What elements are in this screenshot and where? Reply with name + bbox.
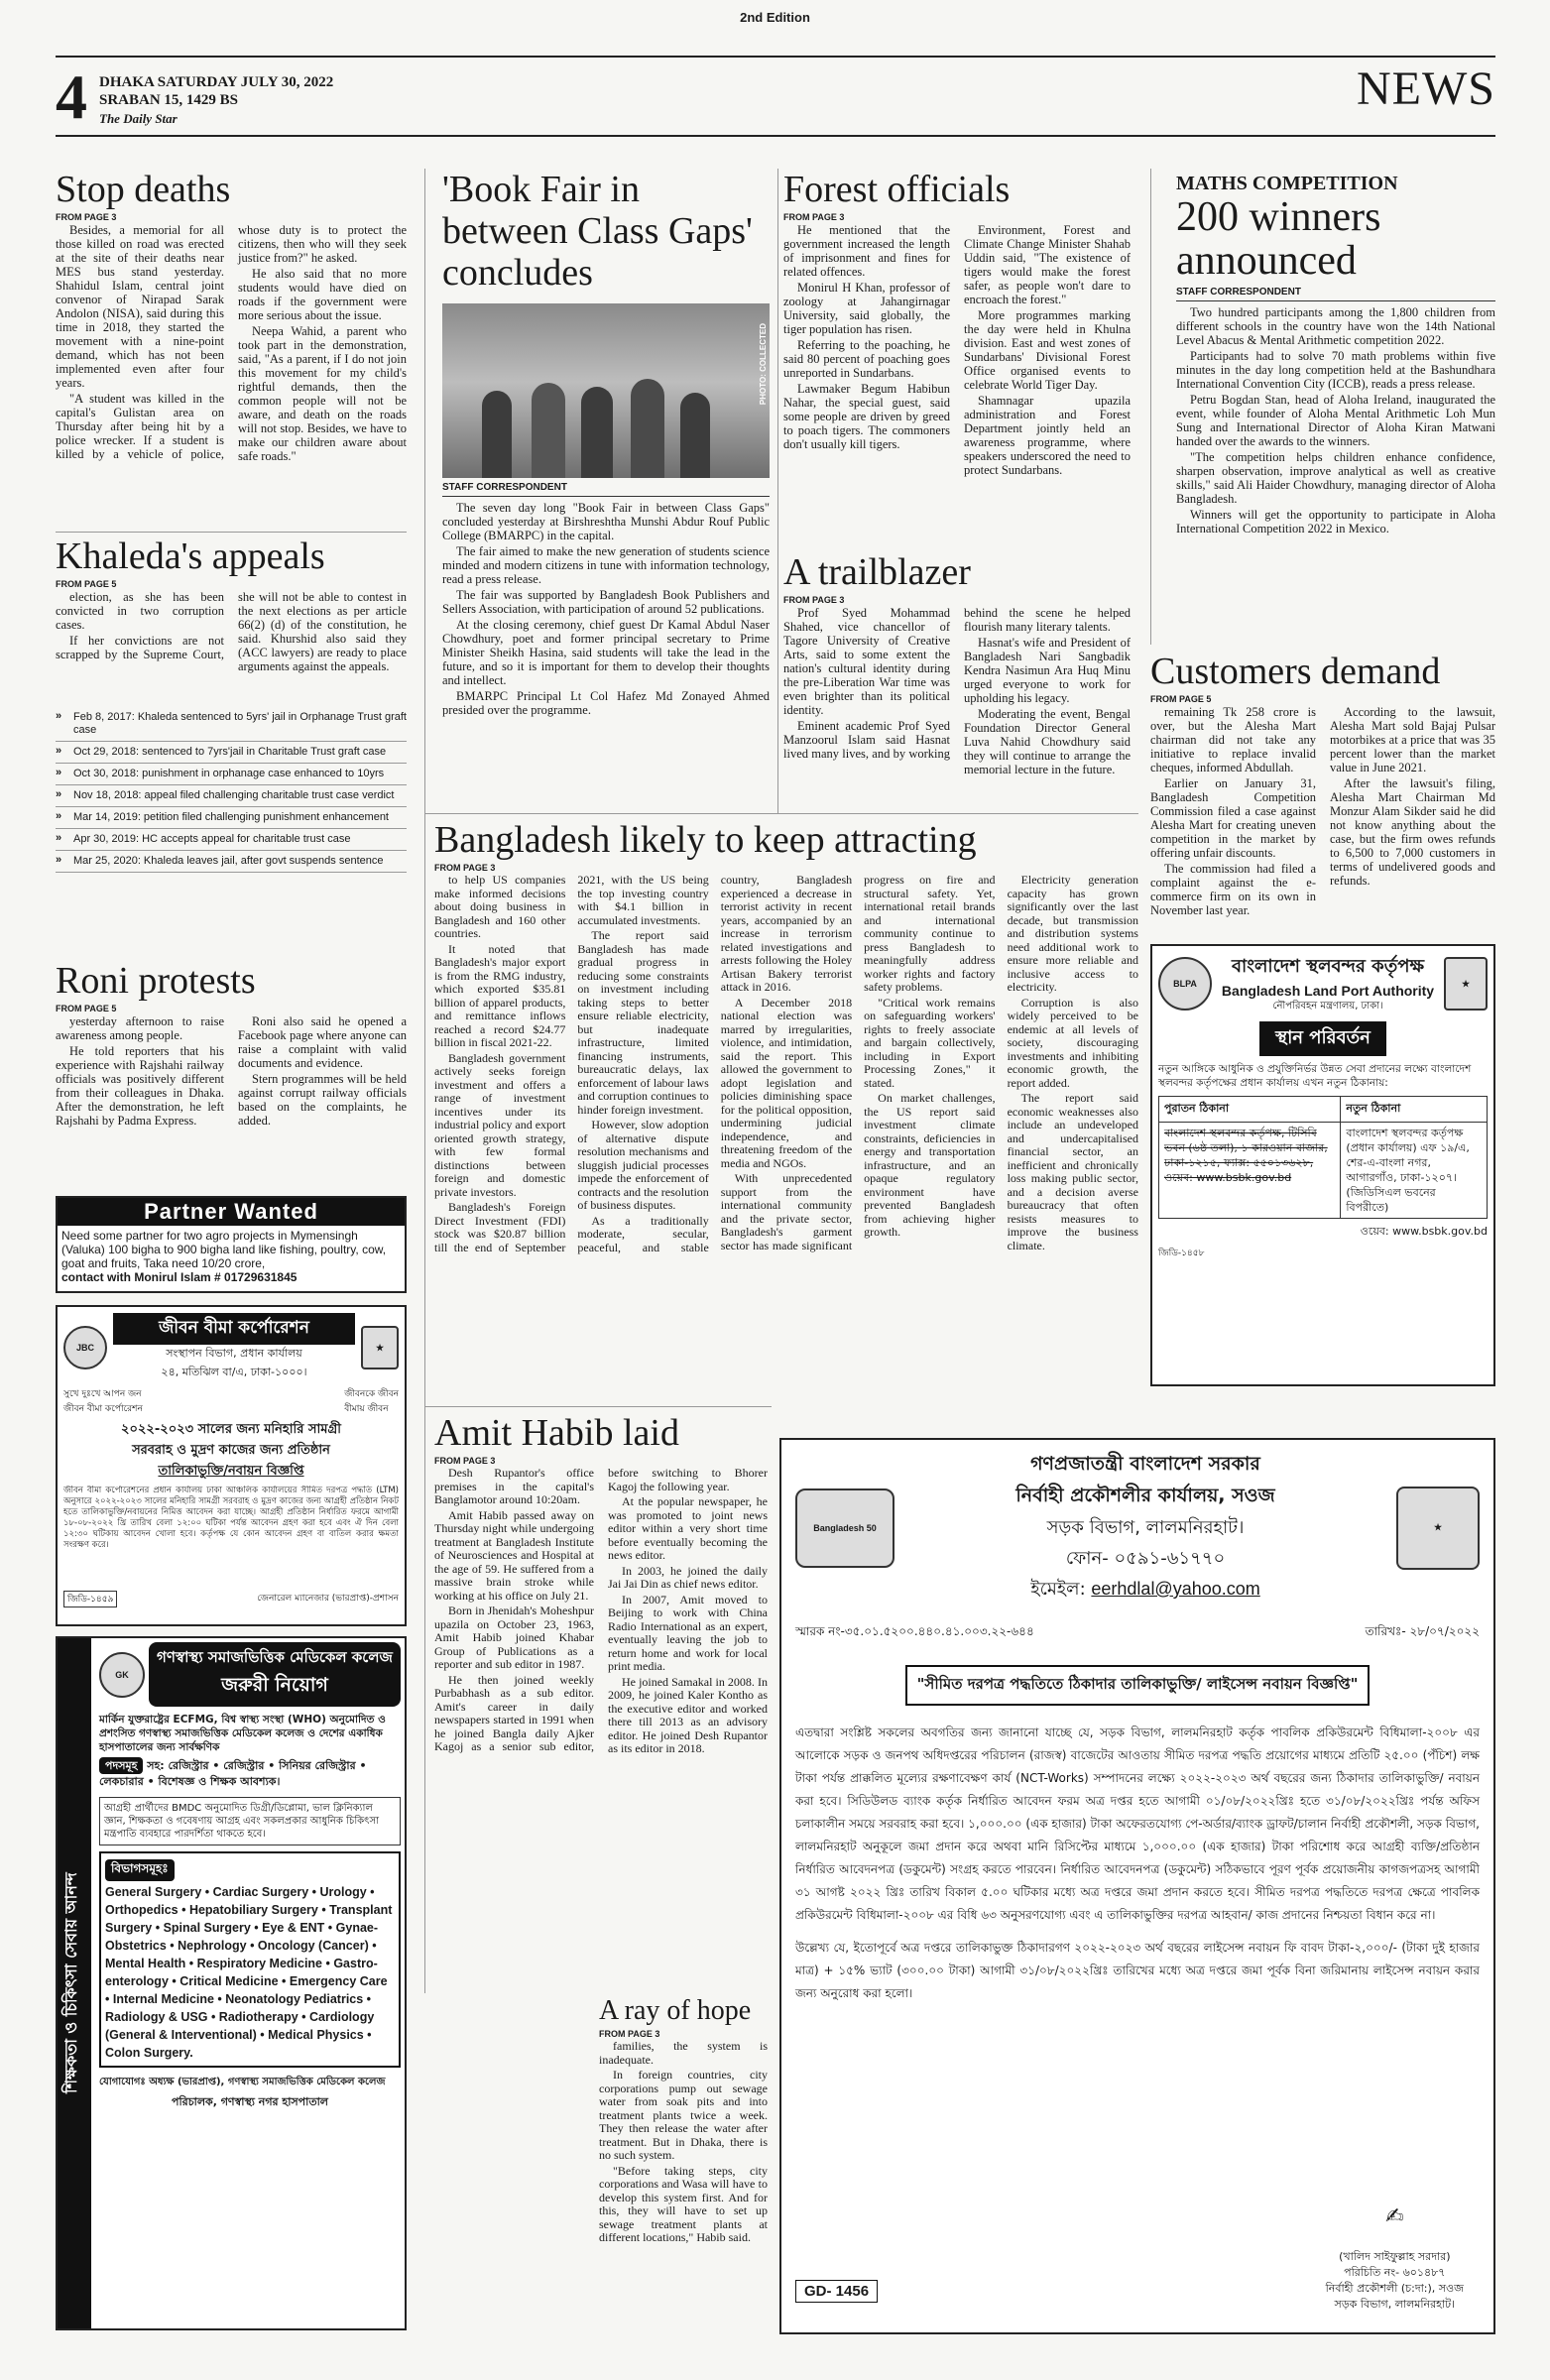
stop-deaths-article <box>56 169 407 570</box>
date-line: DHAKA SATURDAY JULY 30, 2022 <box>99 74 334 90</box>
book-fair-article <box>442 169 770 719</box>
paragraph: families, the system is inadequate. <box>599 2039 768 2067</box>
paragraph: Besides, a memorial for all those killed on road was erected at the site of their deaths near MES bus stand yesterday. Shahidul Islam, central joint convenor of Nirapad Sarak Andolon (NISA), said during this time in 2018, they started the movement with a nine-point demand, which has not been implemented even after four years. <box>56 223 224 390</box>
paragraph: yesterday afternoon to raise awareness among people. <box>56 1014 224 1042</box>
paragraph: "Critical work remains on safeguarding workers' rights to freely associate and bargain collectively, including in Export Processing Zones," it stated. <box>864 995 996 1090</box>
signature-block <box>1325 2204 1464 2313</box>
headline: A ray of hope <box>599 1995 752 2026</box>
headline: 'Book Fair in between Class Gaps' concludes <box>442 169 753 294</box>
from-page: FROM PAGE 3 <box>434 1456 496 1466</box>
roads-division-tender-ad <box>779 1438 1495 2334</box>
org-bn: বাংলাদেশ স্থলবন্দর কর্তৃপক্ষ <box>1231 956 1425 977</box>
paragraph: Stern programmes will be held against corrupt railway officials based on the complaints, he added. <box>238 1072 407 1128</box>
paragraph: The commission had filed a complaint against the e-commerce firm on its own in November last year. <box>1150 862 1316 917</box>
bangla-date: SRABAN 15, 1429 BS <box>99 92 239 108</box>
posts: সহ: রেজিস্ট্রার • রেজিস্ট্রার • সিনিয়র রেজিস্ট্রার • লেকচারার • বিশেষজ্ঞ ও শিক্ষক আবশ্যক। <box>99 1759 367 1788</box>
paragraph: After the lawsuit's filing, Alesha Mart Chairman Md Monzur Alam Sikder said he did not know anything about the case, but the firm owes refunds to 6,500 to 7,000 customers in terms of undelivered goods and refunds. <box>1330 776 1495 888</box>
memo-date: তারিখঃ- ২৮/০৭/২০২২ <box>1365 1624 1480 1638</box>
article-body <box>434 874 1138 1397</box>
article-body <box>434 1467 768 2000</box>
paragraph: More programmes marking the day were held in Khulna division. East and west zones of Sundarbans' Divisional Forest Office organised events to celebrate World Tiger Day. <box>964 308 1131 392</box>
departments-label: বিভাগসমূহঃ <box>105 1859 175 1881</box>
paragraph: In 2003, he joined the daily Jai Jai Din as chief news editor. <box>608 1563 768 1591</box>
customers-demand-article <box>1150 651 1495 971</box>
paragraph: remaining Tk 258 crore is over, but the Alesha Mart chairman did not take any initiative to replace invalid cheques, informed Abdullah. <box>1150 705 1316 774</box>
article-body <box>1150 705 1495 971</box>
memo-number: স্মারক নং-৩৫.০১.৫২০০.৪৪০.৪১.০০৩.২২-৬৪৪ <box>795 1624 1034 1638</box>
paragraph: The fair aimed to make the new generation of students science minded and modern citizens in tune with information technology, read a press release. <box>442 544 770 586</box>
gd-number: GD- 1456 <box>795 2280 878 2303</box>
paragraph: If her convictions are not scrapped by the Supreme Court, she will not be able to contest in the next elections as per article 66(2) (d) of the constitution, he said. Khurshid also said they (ACC lawyers) are ready to place arguments against the appeals. <box>56 590 407 673</box>
ad-body-2: উল্লেখ্য যে, ইতোপূর্বে অত্র দপ্তরে তালিকাভুক্ত ঠিকাদারগণ ২০২২-২০২৩ অর্থ বছরের লাইসেন্স নবায়ন ফি বাবদ টাকা-২,০০০/- (টাকা দুই হাজার মাত্র) + ১৫% ভ্যাট (৩০০.০০ টাকা) আগামী ৩১/০৮/২০২২খ্রিঃ তারিখের মধ্যে অত্র দপ্তরে জমা পূর্বক বিনা জরিমানায় লাইসেন্স নবায়ন করার জন্য অনুরোধ করা হলো। <box>795 1941 1480 2000</box>
timeline-item: » Mar 14, 2019: petition filed challenging punishment enhancement <box>56 807 407 829</box>
double-chevron-icon: » <box>56 854 62 866</box>
college-logo-icon: GK <box>99 1652 145 1698</box>
signer: (খালিদ সাইফুল্লাহ সরদার) <box>1339 2250 1451 2263</box>
article-body <box>56 223 407 570</box>
timeline-item: » Nov 18, 2018: appeal filed challenging charitable trust case verdict <box>56 785 407 807</box>
signer-title: নির্বাহী প্রকৌশলী (চ:দা:), সওজ <box>1325 2282 1464 2295</box>
ad-title-2: জরুরী নিয়োগ <box>221 1674 328 1696</box>
paragraph: Two hundred participants among the 1,800 children from different schools in the country have won the 14th National Level Abacus & Mental Arithmetic competition 2022. <box>1176 305 1495 347</box>
division: সড়ক বিভাগ, লালমনিরহাট। <box>1046 1517 1245 1538</box>
land-port-authority-ad <box>1150 944 1495 1386</box>
headline: A trailblazer <box>783 551 971 593</box>
paragraph: The report said Bangladesh has made gradual progress in reducing some constraints on investment including taking steps to better ensure reliable electricity, but inadequate infrastructure, limited financing instruments, bureaucratic delays, lax enforcement of labour laws and corruption continues to hinder foreign investment. <box>577 928 709 1117</box>
photo-credit: PHOTO: COLLECTED <box>759 323 768 406</box>
ad-title-3: তালিকাভুক্তি/নবায়ন বিজ্ঞপ্তি <box>158 1464 304 1479</box>
paragraph: Eminent academic Prof Syed Manzoorul Islam said Hasnat lived many lives, and by working behind the scene he helped flourish many literary talents. <box>783 606 1131 761</box>
paragraph: "A student was killed in the capital's Gulistan area on Thursday after being hit by a police wrecker. If a student is killed by a vehicle of police, whose duty is to protect the citizens, then who will they seek justice from?" he asked. <box>56 223 407 461</box>
paragraph: Referring to the poaching, he said 80 percent of poaching goes unreported in Sundarbans. <box>783 338 950 380</box>
double-chevron-icon: » <box>56 832 62 844</box>
from-page: FROM PAGE 5 <box>1150 694 1212 704</box>
paragraph: Bangladesh's Foreign Direct Investment (FDI) stock was $20.87 billion till the end of September 2021, with the US being the top investing country with $4.1 billion in accumulated investments. <box>434 874 709 1254</box>
port-logo-icon: BLPA <box>1158 957 1212 1011</box>
top-rule <box>56 56 1495 58</box>
ad-title-1: গণস্বাস্থ্য সমাজভিত্তিক মেডিকেল কলেজ <box>157 1648 393 1666</box>
paragraph: Prof Syed Mohammad Shahed, vice chancellor of Tagore University of Creative Arts, said to some extent the nation's cultural identity during the pre-Liberation War time was even brighter than its political identity. <box>783 606 950 717</box>
roni-article <box>56 960 407 1175</box>
page-number: 4 <box>56 61 87 132</box>
paragraph: He mentioned that the government increased the length of imprisonment and fines for related offences. <box>783 223 950 279</box>
double-chevron-icon: » <box>56 710 62 722</box>
ad-header <box>63 1313 399 1382</box>
article-body <box>1176 305 1495 536</box>
dept: সংস্থাপন বিভাগ, প্রধান কার্যালয় <box>166 1347 302 1360</box>
timeline <box>56 707 407 873</box>
email: eerhdlal@yahoo.com <box>1091 1579 1260 1599</box>
from-page: FROM PAGE 3 <box>56 212 117 222</box>
paragraph: With unprecedented support from the international community and the private sector, Bangladesh's garment sector has made significant progress on fire and structural safety. Yet, international retail brands and international community continue to press Bangladesh to meaningfully address worker rights and factory safety problems. <box>720 874 996 1252</box>
headline: Bangladesh likely to keep attracting <box>434 819 977 861</box>
masthead-rule <box>56 135 1495 137</box>
ministry: নৌপরিবহন মন্ত্রণালয়, ঢাকা। <box>1272 1001 1383 1012</box>
departments: General Surgery • Cardiac Surgery • Urology • Orthopedics • Hepatobiliary Surgery • Transplant Surgery • Spinal Surgery • Eye & ENT • Gynae-Obstetrics • Nephrology • Oncology (Cancer) • Mental Health • Respiratory Medicine • Gastro-enterology • Critical Medicine • Emergency Care • Internal Medicine • Neonatology Pediatrics • Radiology & USG • Radiotherapy • Cardiology (General & Interventional) • Medical Physics • Colon Surgery. <box>105 1885 393 2060</box>
portrait-icon: ★ <box>1396 1487 1480 1570</box>
paragraph: According to the lawsuit, Alesha Mart sold Bajaj Pulsar motorbikes at a price that was 35 percent lower than the market value in June 2021. <box>1330 705 1495 774</box>
timeline-item: » Apr 30, 2019: HC accepts appeal for charitable trust case <box>56 829 407 851</box>
headline: Amit Habib laid <box>434 1412 679 1454</box>
paragraph: It noted that Bangladesh's major export is from the RMG industry, which exported $35.81 billion of apparel products, and remittance inflows reached a record $24.77 billion in fiscal 2021-22. <box>434 941 566 1049</box>
paragraph: Moderating the event, Bengal Foundation Director General Luva Nahid Chowdhury said they will continue to arrange the memorial lecture in the future. <box>964 707 1131 776</box>
portrait-icon: ★ <box>361 1326 399 1369</box>
column-divider <box>777 169 778 813</box>
paragraph: A December 2018 national election was marred by irregularities, violence, and intimidation, said the report. This allowed the government to adopt legislation and policies diminishing space for the political opposition, undermining judicial independence, and threatening freedom of the media and NGOs. <box>720 995 853 1170</box>
signature: জেনারেল ম্যানেজার (ভারপ্রাপ্ত)-প্রশাসন <box>257 1594 399 1604</box>
posts-label: পদসমূহ <box>99 1757 143 1774</box>
signer-id: পরিচিতি নং- ৬০১৪৮৭ <box>1344 2266 1446 2279</box>
paragraph: As a traditionally moderate, secular, peaceful, and stable country, Bangladesh experienced a decrease in terrorist activity in recent years, accompanied by an increase in terrorism related investigations and arrests following the Holey Artisan Bakery terrorist attack in 2016. <box>577 874 853 1254</box>
edition-label: 2nd Edition <box>740 10 810 25</box>
paragraph: Hasnat's wife and President of Bangladesh Nari Sangbadik Kendra Nasimun Ara Huq Minu urged everyone to work for upholding his legacy. <box>964 636 1131 705</box>
paragraph: election, as she has been convicted in two corruption cases. <box>56 590 224 632</box>
headline: Khaleda's appeals <box>56 536 325 577</box>
ad-body-1: এতদ্বারা সংশ্লিষ্ট সকলের অবগতির জন্য জানানো যাচ্ছে যে, সড়ক বিভাগ, লালমনিরহাট কর্তৃক পাবলিক প্রকিউরমেন্ট বিধিমালা-২০০৮ এর আলোকে সড়ক ও জনপথ অধিদপ্তরের পরিচালন (রাজস্ব) বাজেটের আওতায় সীমিত দরপত্র পদ্ধতি প্রয়োগের মাধ্যমে প্রতিটি ২৫.০০ (পঁচিশ) লক্ষ টাকা পর্যন্ত প্রাক্কলিত মূল্যের রক্ষণাবেক্ষণ কার্য (NCT-Works) সম্পাদনের লক্ষ্যে ২০২২-২০২৩ অর্থ বছরের জন্য ঠিকাদার তালিকাভুক্তি/ নবায়ন করা হবে। সিডিউলড ব্যাংক কর্তৃক নির্ধারিত আবেদন ফরম অত্র দপ্তর হতে আগামী ০১/০৮/২০২২খ্রিঃ হতে ৩১/০৮/২০২২খ্রিঃ পর্যন্ত অফিস চলাকালীন সময়ে সরবরাহ করা হবে। ১,০০০.০০ (এক হাজার) টাকা অফেরতযোগ্য পে-অর্ডার/ব্যাংক ড্রাফট/চালান নির্বাহী প্রকৌশলী, সড়ক বিভাগ, লালমনিরহাট অনুকূলে জমা প্রদান করে অথবা মানি রিসিপ্টের মাধ্যমে ১,০০০.০০ (এক হাজার) টাকা পরিশোধ করে আগ্রহী ব্যক্তি/প্রতিষ্ঠান নির্ধারিত আবেদনপত্র (ডকুমেন্ট) সংগ্রহ করতে পারবেন। নির্ধারিত আবেদনপত্র (ডকুমেন্ট) সঠিকভাবে পূরণ পূর্বক প্রয়োজনীয় কাগজপত্রসহ আগামী ৩১ আগষ্ট ২০২২ খ্রিঃ তারিখ বিকাল ৫.০০ ঘটিকার মধ্যে অত্র দপ্তরে জমা প্রদান করতে হবে। সীমিত দরপত্র পদ্ধতিতে দরপত্র ক্ষেত্রে পাবলিক প্রকিউরমেন্ট বিধিমালা-২০০৮ এর বিধি ৬৩ অনুসরণযোগ্য এবং এ তালিকাভুক্তির দরপত্র আহবান/ কাজ প্রদানের নিশ্চয়তা বিধান করে না। <box>795 1726 1480 1922</box>
timeline-item: » Mar 25, 2020: Khaleda leaves jail, after govt suspends sentence <box>56 851 407 873</box>
address: পরিচালক, গণস্বাস্থ্য নগর হাসপাতাল <box>172 2095 328 2108</box>
ad-contact: contact with Monirul Islam # 01729631845 <box>61 1270 298 1284</box>
ad-footer <box>63 1591 399 1607</box>
medical-college-ad <box>56 1636 407 2330</box>
headline: Forest officials <box>783 169 1011 210</box>
paragraph: Electricity generation capacity has grown significantly over the last decade, but transmission and distribution systems need additional work to ensure more reliable and inclusive access to electricity. <box>1007 874 1138 994</box>
paragraph: He also said that no more students would have died on roads if the government were more serious about the issue. <box>238 267 407 322</box>
article-body <box>599 2040 768 2245</box>
ad-ref: জিডি-১৪৫৯ <box>63 1591 117 1607</box>
article-body <box>56 1014 407 1175</box>
signature-icon: ✍ <box>1385 2204 1404 2229</box>
intro: মার্কিন যুক্তরাষ্ট্রের ECFMG, বিশ্ব স্বাস্থ্য সংস্থা (WHO) অনুমোদিত ও প্রশংসিত গণস্বাস্থ্য সমাজভিত্তিক মেডিকেল কলেজ ও দেশের একাধিক হাসপাতালের জন্য সার্বক্ষণিক <box>99 1714 386 1753</box>
ad-title-1: ২০২২-২০২৩ সালের জন্য মনিহারি সামগ্রী <box>121 1422 341 1437</box>
amit-habib-article <box>424 1412 768 2000</box>
divider <box>56 532 407 533</box>
org-en: Bangladesh Land Port Authority <box>1221 983 1435 999</box>
paragraph: Participants had to solve 70 math problems within five minutes in the day long competition held at the Bashundhara International Convention City (ICCB), reads a press release. <box>1176 349 1495 391</box>
paragraph: Roni also said he opened a Facebook page where anyone can raise a complaint with valid documents and evidence. <box>238 1014 407 1070</box>
office: নির্বাহী প্রকৌশলীর কার্যালয়, সওজ <box>1015 1485 1275 1506</box>
paragraph: to help US companies make informed decisions about doing business in Bangladesh and 160 other countries. <box>434 874 566 940</box>
byline: STAFF CORRESPONDENT <box>442 482 770 497</box>
bangladesh-50-logo-icon: Bangladesh 50 <box>795 1488 894 1568</box>
intro: নতুন আঙ্গিকে আধুনিক ও প্রযুক্তিনির্ভর উন্নত সেবা প্রদানের লক্ষ্যে বাংলাদেশ স্থলবন্দর কর্তৃপক্ষের প্রধান কার্যালয় এখন নতুন ঠিকানায়: <box>1158 1063 1472 1089</box>
from-page: FROM PAGE 3 <box>783 595 845 605</box>
new-address: বাংলাদেশ স্থলবন্দর কর্তৃপক্ষ (প্রধান কার্যালয়) এফ ১৯/এ, শের-এ-বাংলা নগর, আগারগাঁও, ঢাকা-১২০৭। (জিডিসিএল ভবনের বিপরীতে) <box>1341 1123 1488 1219</box>
email-label: ইমেইল: <box>1030 1579 1086 1600</box>
section-title: NEWS <box>1357 62 1495 115</box>
from-page: FROM PAGE 3 <box>783 212 845 222</box>
paragraph: Corruption is also widely perceived to be endemic at all levels of society, discouraging investments and inhibiting economic growth, the report added. <box>1007 995 1138 1090</box>
article-body <box>783 223 1131 556</box>
paragraph: Petru Bogdan Stan, head of Aloha Ireland, inaugurated the event, while founder of Aloha Mental Arithmetic Loh Mun Sung and International Director of Aloha Kiran Matwani handed over the awards to the winners. <box>1176 393 1495 448</box>
paragraph: "Before taking steps, city corporations and Wasa will have to develop this system first. And for this, they will have to set up sewage treatment plants at different locations," Habib said. <box>599 2163 768 2244</box>
ray-of-hope-article <box>599 1995 768 2247</box>
ad-body: জীবন বীমা কর্পোরেশনের প্রধান কার্যালয় ঢাকা আঞ্চলিক কার্যালয়ের সীমিত দরপত্র পদ্ধতি (LTM) অনুসারে ২০২২-২০২৩ সালের মনিহারি সামগ্রী সরবরাহ ও মুদ্রণ কাজের জন্য আগ্রহী প্রতিষ্ঠান নিকট হতে তালিকাভুক্তি/নবায়নের নিমিত্ত আবেদন করা যাচ্ছে। আগ্রহী প্রতিষ্ঠান নির্ধারিত ফরমে আগামী ১৮-০৮-২০২২ খ্রি তারিখ বেলা ১২:০০ ঘটিকা পর্যন্ত আবেদন গ্রহণ করা হবে এবং ঐ দিন বেলা ১২:৩০ ঘটিকায় আবেদন খোলা হবে। কর্তৃপক্ষ যে কোন আবেদন গ্রহণ বা বাতিল করার ক্ষমতা সংরক্ষণ করে। <box>63 1486 399 1550</box>
side-banner: শিক্ষকতা ও চিকিৎসা সেবায় আনন্দ <box>58 1638 91 2328</box>
paragraph: The seven day long "Book Fair in between Class Gaps" concluded yesterday at Birshreshtha Munshi Abdur Rouf Public College (BMARPC) in the capital. <box>442 501 770 542</box>
slogans: সুখে দুঃখে আপন জন জীবন বীমা কর্পোরেশন জীবনকে জীবন বীমায় জীবন <box>63 1389 399 1414</box>
paragraph: Earlier on January 31, Bangladesh Competition Commission filed a case against Alesha Mart for creating uneven competition in the market by offering unfair discounts. <box>1150 776 1316 860</box>
headline: Roni protests <box>56 960 256 1002</box>
ad-title-2: সরবরাহ ও মুদ্রণ কাজের জন্য প্রতিষ্ঠান <box>132 1443 330 1458</box>
paragraph: At the closing ceremony, chief guest Dr Kamal Abdul Naser Chowdhury, poet and former principal secretary to Prime Minister Sheikh Hasina, said students will take the lead in the future, and so it is important for them to develop their thoughts and intellect. <box>442 618 770 687</box>
timeline-item: » Oct 29, 2018: sentenced to 7yrs'jail in Charitable Trust graft case <box>56 742 407 764</box>
address: ২৪, মতিঝিল বা/এ, ঢাকা-১০০০। <box>161 1366 307 1378</box>
ad-text: Need some partner for two agro projects in Mymensingh (Valuka) 100 bigha to 900 bigha land like fishing, poultry, cow, goat and fruits, Taka need 10/20 crore, <box>61 1229 387 1270</box>
bangladesh-investment-article <box>424 819 1138 1397</box>
double-chevron-icon: » <box>56 788 62 800</box>
from-page: FROM PAGE 5 <box>56 1004 117 1013</box>
paragraph: Born in Jhenidah's Moheshpur upazila on October 23, 1963, Amit Habib joined Khabar Group of Publications as a reporter and sub editor in 1987. <box>434 1604 594 1671</box>
paragraph: Amit Habib passed away on Thursday night while undergoing treatment at Bangladesh Institute of Neurosciences and Hospital at the age of 59. He suffered from a massive brain stroke while working at his office on July 21. <box>434 1507 594 1603</box>
forest-officials-article <box>783 169 1131 556</box>
divider <box>424 1406 772 1407</box>
logo-icon: JBC <box>63 1326 107 1369</box>
paragraph: "The competition helps children enhance confidence, sharpen observation, improve analytical as well as creative skills," said Ali Haider Chowdhury, managing director of Aloha Bangladesh. <box>1176 450 1495 506</box>
paragraph: The report said economic weaknesses also include an undeveloped and undercapitalised financial sector, an inefficient and chronically loss making public sector, and a decision averse bureaucracy that often resists measures to improve the business climate. <box>1007 1091 1138 1252</box>
paragraph: Neepa Wahid, a parent who took part in the demonstration, said, "As a parent, if I do not join this movement for my child's rightful demands, then the common people will not be aware, and death on the roads will not stop. Besides, we have to make our children aware about safe roads." <box>238 324 407 463</box>
memo-row <box>795 1623 1480 1643</box>
jibon-bima-ad <box>56 1305 407 1626</box>
paragraph: Bangladesh government actively seeks foreign investment and offers a range of investment incentives under its industrial policy and export oriented growth strategy, with few formal distinctions between foreign and domestic private investors. <box>434 1050 566 1199</box>
paragraph: Monirul H Khan, professor of zoology at Jahangirnagar University, said globally, the tiger population has risen. <box>783 281 950 336</box>
paragraph: On market challenges, the US report said investment climate constraints, deficiencies in energy and transportation infrastructure, and an opaque regulatory environment have prevented Bangladesh from achieving higher growth. <box>864 1091 996 1239</box>
ad-title: Partner Wanted <box>58 1198 405 1226</box>
trailblazer-article <box>783 551 1131 818</box>
khaleda-article <box>56 536 407 873</box>
headline: Customers demand <box>1150 651 1441 692</box>
paragraph: The fair was supported by Bangladesh Book Publishers and Sellers Association, with participation of around 52 publications. <box>442 588 770 616</box>
ad-title: স্থান পরিবর্তন <box>1259 1021 1386 1056</box>
divider <box>424 813 1138 814</box>
col-new: নতুন ঠিকানা <box>1341 1097 1488 1123</box>
from-page: FROM PAGE 3 <box>434 863 496 873</box>
org-name: জীবন বীমা কর্পোরেশন <box>113 1313 355 1345</box>
double-chevron-icon: » <box>56 745 62 757</box>
article-body <box>56 590 407 703</box>
portrait-icon: ★ <box>1444 957 1488 1011</box>
ad-title: "সীমিত দরপত্র পদ্ধতিতে ঠিকাদার তালিকাভুক্তি/ লাইসেন্স নবায়ন বিজ্ঞপ্তি" <box>905 1665 1371 1706</box>
contact: যোগাযোগঃ অধ্যক্ষ (ভারপ্রাপ্ত), গণস্বাস্থ্য সমাজভিত্তিক মেডিকেল কলেজ <box>99 2077 386 2087</box>
timeline-item: » Oct 30, 2018: punishment in orphanage case enhanced to 10yrs <box>56 764 407 785</box>
maths-competition-article <box>1176 173 1495 537</box>
paragraph: BMARPC Principal Lt Col Hafez Md Zonayed Ahmed presided over the programme. <box>442 689 770 717</box>
double-chevron-icon: » <box>56 810 62 822</box>
from-page: FROM PAGE 5 <box>56 579 117 589</box>
from-page: FROM PAGE 3 <box>599 2029 660 2039</box>
partner-wanted-ad <box>56 1196 407 1293</box>
kicker: MATHS COMPETITION <box>1176 173 1398 194</box>
phone: ফোন- ০৫৯১-৬১৭৭০ <box>1065 1548 1226 1569</box>
article-body <box>442 501 770 717</box>
paragraph: He joined Samakal in 2008. In 2009, he joined Kaler Kontho as the executive editor and worked there till 2013 as an advisory editor. He joined Desh Rupantor as its editor in 2018. <box>608 1674 768 1755</box>
paragraph: He told reporters that his experience with Rajshahi railway officials was positively different from their colleagues in Dhaka. After the demonstration, he left Rajshahi by Padma Express. <box>56 1044 224 1128</box>
paragraph: Lawmaker Begum Habibun Nahar, the special guest, said some people are driven by greed to poach tigers. The commoners don't usually kill tigers. <box>783 382 950 451</box>
paragraph: Shamnagar upazila administration and Forest Department jointly held an awareness programme, where speakers underscored the need to protect Sundarbans. <box>964 394 1131 477</box>
address-table <box>1158 1096 1488 1219</box>
column-divider <box>1150 169 1151 645</box>
paragraph: Winners will get the opportunity to participate in Aloha International Competition 2022 in Mexico. <box>1176 508 1495 536</box>
paragraph: In 2007, Amit moved to Beijing to work with China Radio International as an expert, eventually leaving the job to return home and work for local print media. <box>608 1592 768 1673</box>
paper-logo: The Daily Star <box>99 111 178 126</box>
ad-ref: জিডি-১৪৫৮ <box>1158 1249 1205 1258</box>
paragraph: Desh Rupantor's office premises in the capital's Banglamotor around 10:20am. <box>434 1467 594 1506</box>
paragraph: Environment, Forest and Climate Change Minister Shahab Uddin said, "The existence of tigers would make the forest safer, as people won't dare to encroach the forest." <box>964 223 1131 306</box>
headline: 200 winners announced <box>1176 194 1381 284</box>
paragraph: In foreign countries, city corporations pump out sewage water from soak pits and into treatment plants twice a week. They then release the water after treatment. But in Dhaka, there is no such system. <box>599 2068 768 2162</box>
headline: Stop deaths <box>56 169 231 210</box>
web: ওয়েব: www.bsbk.gov.bd <box>1360 1225 1488 1238</box>
signer-office: সড়ক বিভাগ, লালমনিরহাট। <box>1334 2298 1456 2311</box>
col-old: পুরাতন ঠিকানা <box>1159 1097 1341 1123</box>
byline: STAFF CORRESPONDENT <box>1176 287 1495 301</box>
requirement: আগ্রহী প্রার্থীদের BMDC অনুমোদিত ডিগ্রী/ডিপ্লোমা, ভাল ক্লিনিক্যাল জ্ঞান, শিক্ষকতা ও গবেষণায় আগ্রহ এবং সকলপ্রকার আধুনিক চিকিৎসা মন্ত্রপাতি ব্যবহারে পারদর্শিতা থাকতে হবে। <box>99 1797 401 1845</box>
paragraph: However, slow adoption of alternative dispute resolution mechanisms and sluggish judicial processes impede the enforcement of contracts and the resolution of business disputes. <box>577 1118 709 1212</box>
article-body <box>783 606 1131 818</box>
old-address: বাংলাদেশ স্থলবন্দর কর্তৃপক্ষ, টিসিবি ভবন (৬ষ্ঠ তলা), ১ কারওয়ান বাজার, ঢাকা-১২১৫, ফ্যাক্স: ৫৫০১৩৬২৮, ওয়েব: www.bsbk.gov.bd <box>1159 1123 1341 1219</box>
timeline-item: » Feb 8, 2017: Khaleda sentenced to 5yrs' jail in Orphanage Trust graft case <box>56 707 407 742</box>
paragraph: At the popular newspaper, he was promoted to joint news editor within a very short time before eventually becoming the news editor. <box>608 1494 768 1562</box>
event-photo <box>442 303 770 478</box>
double-chevron-icon: » <box>56 767 62 778</box>
gov-name: গণপ্রজাতন্ত্রী বাংলাদেশ সরকার <box>1030 1453 1260 1475</box>
paragraph: He then joined weekly Purbabhash as a sub editor. Amit's career in daily newspapers started in 1991 when he joined Bangla daily Ajker Kagoj as a senior sub editor, before switching to Bhorer Kagoj the following year. <box>434 1467 768 1753</box>
